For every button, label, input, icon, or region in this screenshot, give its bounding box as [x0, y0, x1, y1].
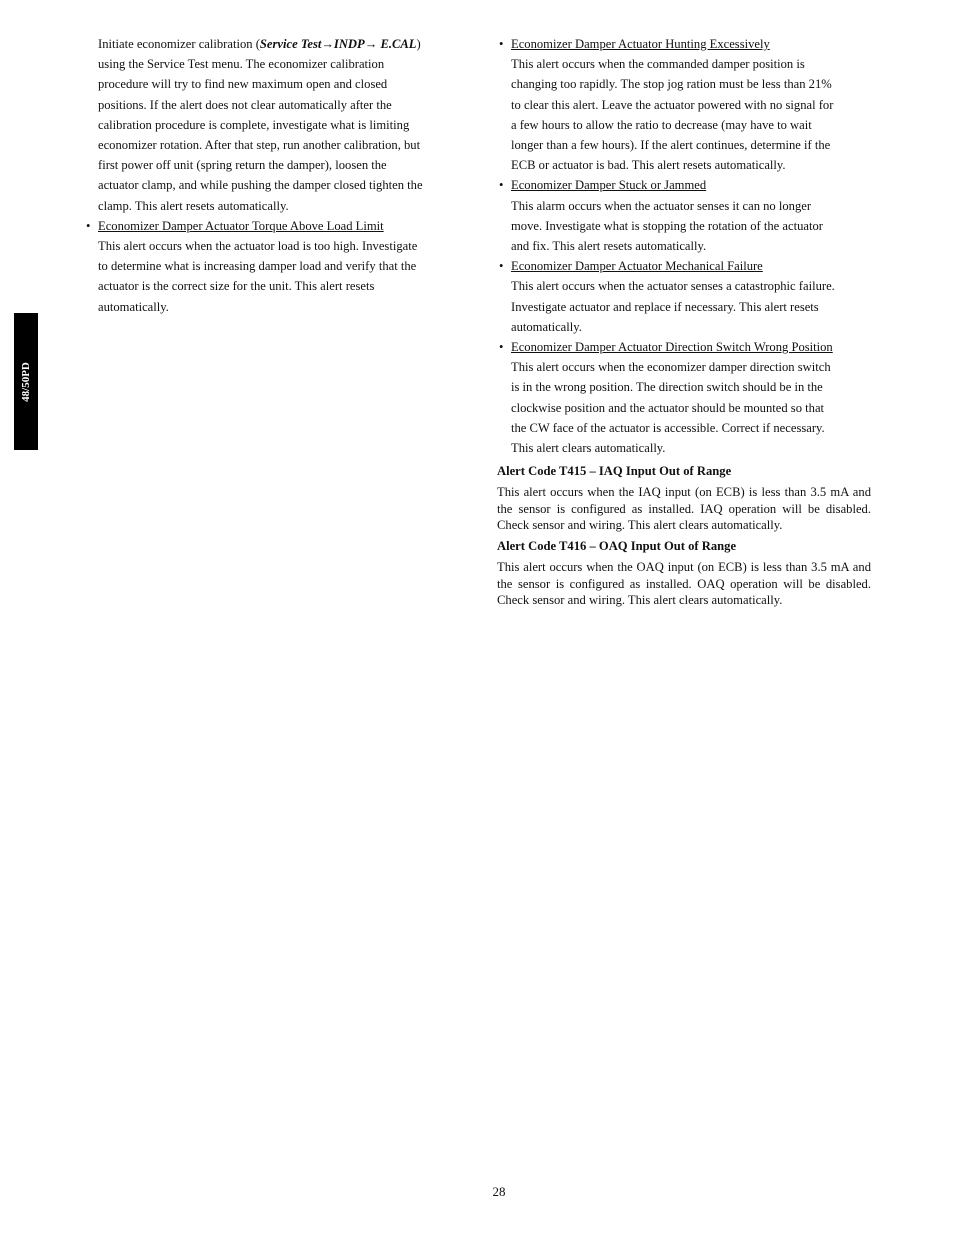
alert-item-line: This alert occurs when the actuator load is too high. Investigate [98, 239, 418, 254]
intro-prefix: Initiate economizer calibration ( [98, 37, 260, 51]
section-body: This alert occurs when the OAQ input (on ECB) is less than 3.5 mA and the sensor is configured as installed. OAQ operation will be disabled. Check sensor and wiring. This alert clears automatically. [497, 560, 871, 608]
intro-first-line [98, 34, 460, 54]
page-number: 28 [492, 1184, 506, 1199]
alert-item-heading: Economizer Damper Actuator Mechanical Failure [511, 259, 763, 274]
alert-item-line: This alert occurs when the commanded damper position is [511, 57, 805, 72]
right-column [497, 34, 871, 609]
alert-item-heading: Economizer Damper Stuck or Jammed [511, 178, 707, 193]
left-column [84, 34, 460, 317]
alert-item-stuck [497, 175, 871, 256]
alert-item-line: longer than a few hours). If the alert continues, determine if the [511, 138, 831, 153]
side-tab [14, 313, 38, 450]
side-tab-label: 48/50PD [20, 361, 32, 402]
intro-paragraph [84, 34, 460, 216]
alert-item-heading: Economizer Damper Actuator Torque Above Load Limit [98, 218, 384, 233]
alert-item-line: This alert occurs when the economizer damper direction switch [511, 360, 831, 375]
alert-item-line: to determine what is increasing damper load and verify that the [98, 259, 417, 274]
intro-line: economizer rotation. After that step, run another calibration, but [98, 138, 421, 153]
section-heading: Alert Code T415 – IAQ Input Out of Range [497, 464, 732, 479]
intro-line: clamp. This alert resets automatically. [98, 198, 289, 213]
bullet-icon: • [499, 259, 504, 274]
alert-section-t415 [497, 463, 871, 533]
alert-item-heading: Economizer Damper Actuator Direction Switch Wrong Position [511, 340, 833, 355]
bullet-icon: • [499, 37, 504, 51]
alert-item-line: Investigate actuator and replace if necessary. This alert resets [511, 299, 819, 314]
alert-item-line: clockwise position and the actuator should be mounted so that [511, 400, 825, 415]
intro-line: actuator clamp, and while pushing the damper closed tighten the [98, 178, 423, 193]
alert-item-line: ECB or actuator is bad. This alert resets automatically. [511, 158, 786, 173]
section-heading: Alert Code T416 – OAQ Input Out of Range [497, 539, 737, 554]
alert-item-line: automatically. [98, 299, 169, 314]
alert-item-line: changing too rapidly. The stop jog ration must be less than 21% [511, 77, 832, 92]
intro-suffix: ) [416, 37, 421, 51]
alert-item-line: and fix. This alert resets automatically. [511, 239, 707, 254]
alert-item-line: This alert occurs when the actuator senses a catastrophic failure. [511, 279, 835, 294]
alert-item-line: This alarm occurs when the actuator senses it can no longer [511, 198, 812, 213]
alert-item-line: a few hours to allow the ratio to decrease (may have to wait [511, 117, 812, 132]
alert-section-t416 [497, 538, 871, 608]
alert-item-line: automatically. [511, 319, 582, 334]
alert-item-line: This alert clears automatically. [511, 441, 666, 456]
intro-line: using the Service Test menu. The economizer calibration [98, 57, 385, 72]
bullet-icon: • [86, 218, 91, 233]
alert-item-mechanical [497, 256, 871, 337]
alert-item-line: is in the wrong position. The direction switch should be in the [511, 380, 823, 395]
alert-item-heading: Economizer Damper Actuator Hunting Excessively [511, 37, 770, 51]
alert-item-line: move. Investigate what is stopping the rotation of the actuator [511, 218, 823, 233]
bullet-icon: • [499, 340, 504, 355]
intro-line: first power off unit (spring return the damper), loosen the [98, 158, 387, 173]
alert-item-line: actuator is the correct size for the unit. This alert resets [98, 279, 375, 294]
intro-line: procedure will try to find new maximum open and closed [98, 77, 388, 92]
bullet-icon: • [499, 178, 504, 193]
intro-line: positions. If the alert does not clear automatically after the [98, 97, 392, 112]
section-body: This alert occurs when the IAQ input (on ECB) is less than 3.5 mA and the sensor is configured as installed. IAQ operation will be disabled. Check sensor and wiring. This alert clears automatically. [497, 485, 871, 533]
alert-item-direction-switch [497, 337, 871, 458]
alert-item-line: the CW face of the actuator is accessible. Correct if necessary. [511, 420, 825, 435]
alert-item-hunting [497, 34, 871, 175]
alert-item-torque [84, 216, 460, 317]
intro-line: calibration procedure is complete, investigate what is limiting [98, 117, 410, 132]
menu-path: Service Test→INDP→ E.CAL [259, 37, 417, 51]
alert-item-line: to clear this alert. Leave the actuator powered with no signal for [511, 97, 834, 112]
